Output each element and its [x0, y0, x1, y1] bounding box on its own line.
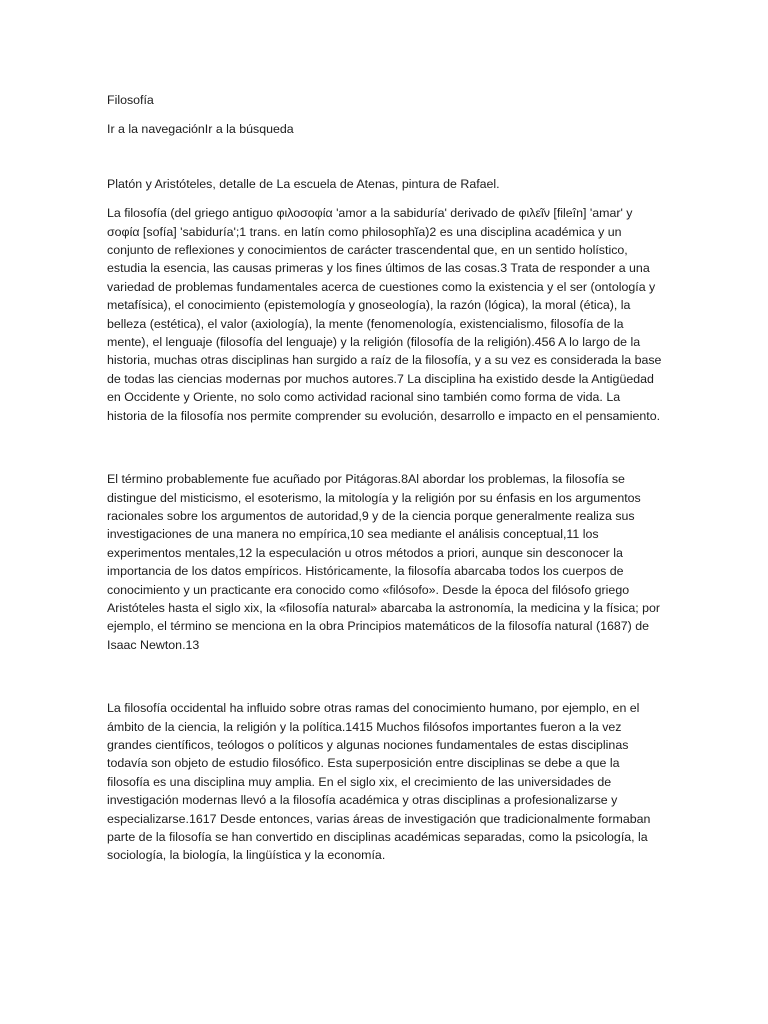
image-caption: Platón y Aristóteles, detalle de La escuela de Atenas, pintura de Rafael.: [107, 176, 500, 191]
paragraph-3: La filosofía occidental ha influido sobre otras ramas del conocimiento humano, por ejemplo, en el ámbito de la ciencia, la religión y la política.1415 Muchos filósofos importantes fueron a la vez grandes científicos, teólogos o políticos y algunas nociones fundamentales de estas disciplinas todavía son objeto de estudio filosófico. Esta superposición entre disciplinas se debe a que la filosofía es una disciplina muy amplia. En el siglo xix, el crecimiento de las universidades de investigación modernas llevó a la filosofía académica y otras disciplinas a profesionalizarse y especializarse.1617 Desde entonces, varias áreas de investigación que tradicionalmente formaban parte de la filosofía se han convertido en disciplinas académicas separadas, como la psicología, la sociología, la biología, la lingüística y la economía.: [107, 701, 651, 863]
navigation-links[interactable]: Ir a la navegaciónIr a la búsqueda: [107, 122, 294, 137]
paragraph-2: El término probablemente fue acuñado por Pitágoras.8Al abordar los problemas, la filosofía se distingue del misticismo, el esoterismo, la mitología y la religión por su énfasis en los argumentos racionales sobre los argumentos de autoridad,9 y de la ciencia porque generalmente realiza sus investigaciones de una manera no empírica,10 sea mediante el análisis conceptual,11 los experimentos mentales,12 la especulación u otros métodos a priori, aunque sin desconocer la importancia de los datos empíricos. Históricamente, la filosofía abarcaba todos los cuerpos de conocimiento y un practicante era conocido como «filósofo». Desde la época del filósofo griego Aristóteles hasta el siglo xix, la «filosofía natural» abarcaba la astronomía, la medicina y la física; por ejemplo, el término se menciona en la obra Principios matemáticos de la filosofía natural (1687) de Isaac Newton.13: [107, 472, 661, 652]
document-page: [107, 91, 662, 910]
paragraph-1: La filosofía (del griego antiguo φιλοσοφία 'amor a la sabiduría' derivado de φιλεῖν [fileîn] 'amar' y σοφία [sofía] 'sabiduría';1 trans. en latín como philosophĭa)2 es una disciplina académica y un conjunto de reflexiones y conocimientos de carácter trascendental que, en un sentido holístico, estudia la esencia, las causas primeras y los fines últimos de las cosas.3 Trata de responder a una variedad de problemas fundamentales acerca de cuestiones como la existencia y el ser (ontología y metafísica), el conocimiento (epistemología y gnoseología), la razón (lógica), la moral (ética), la belleza (estética), el valor (axiología), la mente (fenomenología, existencialismo, filosofía de la mente), el lenguaje (filosofía del lenguaje) y la religión (filosofía de la religión).456 A lo largo de la historia, muchas otras disciplinas han surgido a raíz de la filosofía, y a su vez es considerada la base de todas las ciencias modernas por muchos autores.7 La disciplina ha existido desde la Antigüedad en Occidente y Oriente, no solo como actividad racional sino también como forma de vida. La historia de la filosofía nos permite comprender su evolución, desarrollo e impacto en el pensamiento.: [107, 206, 662, 423]
document-title: Filosofía: [107, 93, 154, 107]
